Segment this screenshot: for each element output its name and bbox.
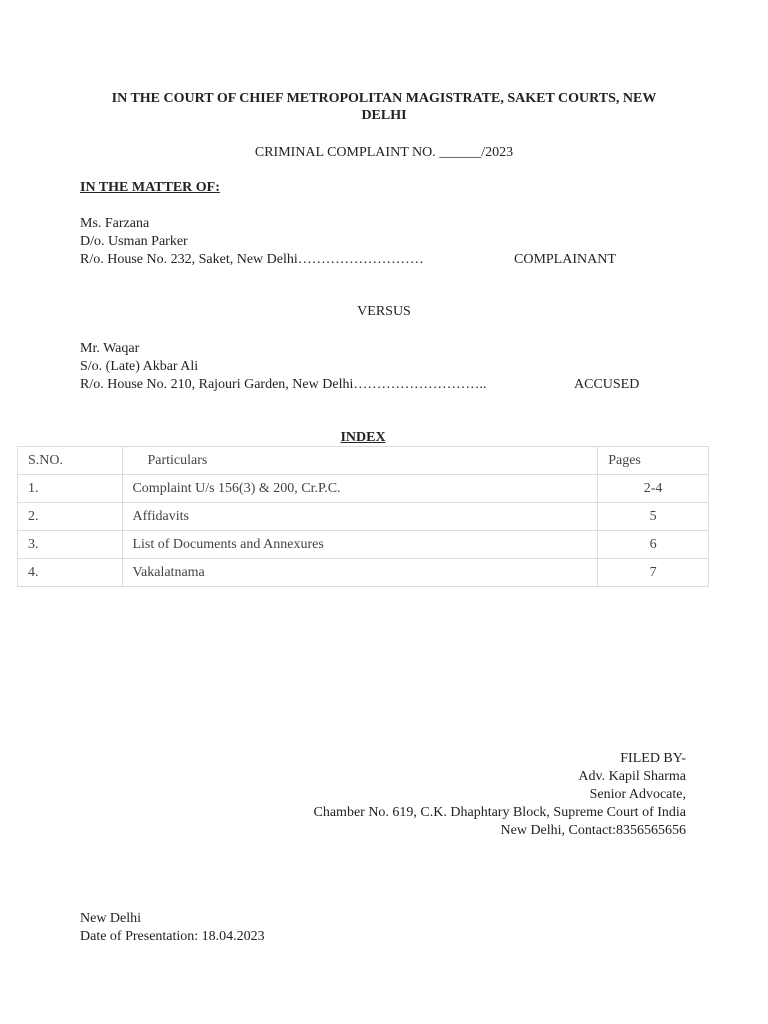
complainant-block <box>80 215 616 269</box>
advocate-name: Adv. Kapil Sharma <box>578 769 686 784</box>
row-pages: 5 <box>598 503 709 531</box>
row-sno: 4. <box>18 559 123 587</box>
table-row <box>18 475 709 503</box>
court-heading <box>80 90 688 124</box>
row-pages: 6 <box>598 531 709 559</box>
accused-address: R/o. House No. 210, Rajouri Garden, New Delhi……………………….. <box>80 377 487 392</box>
row-particulars: Affidavits <box>123 503 598 531</box>
complainant-name: Ms. Farzana <box>80 216 150 231</box>
row-pages: 2-4 <box>598 475 709 503</box>
row-particulars: List of Documents and Annexures <box>123 531 598 559</box>
row-sno: 3. <box>18 531 123 559</box>
table-row <box>18 503 709 531</box>
row-pages: 7 <box>598 559 709 587</box>
filed-by-label: FILED BY- <box>620 751 686 766</box>
advocate-contact: New Delhi, Contact:8356565656 <box>500 823 686 838</box>
table-row <box>18 559 709 587</box>
accused-name: Mr. Waqar <box>80 341 140 356</box>
footer-place: New Delhi <box>80 911 142 926</box>
advocate-designation: Senior Advocate, <box>589 787 686 802</box>
complainant-relation: D/o. Usman Parker <box>80 234 188 249</box>
court-heading-line-1: IN THE COURT OF CHIEF METROPOLITAN MAGISTRATE, SAKET COURTS, NEW <box>111 91 657 106</box>
row-particulars: Complaint U/s 156(3) & 200, Cr.P.C. <box>123 475 598 503</box>
index-header-row <box>18 447 709 475</box>
presentation-footer <box>80 910 265 946</box>
complainant-address: R/o. House No. 232, Saket, New Delhi……………………… <box>80 252 424 267</box>
header-particulars: Particulars <box>123 447 598 475</box>
matter-of-heading: IN THE MATTER OF: <box>80 180 220 195</box>
index-table <box>17 446 709 587</box>
complaint-number: CRIMINAL COMPLAINT NO. ______/2023 <box>254 145 514 160</box>
row-sno: 1. <box>18 475 123 503</box>
accused-block <box>80 340 640 394</box>
court-heading-line-2: DELHI <box>361 108 407 123</box>
index-title: INDEX <box>340 430 386 445</box>
table-row <box>18 531 709 559</box>
header-pages: Pages <box>598 447 709 475</box>
header-sno: S.NO. <box>18 447 123 475</box>
footer-date: Date of Presentation: 18.04.2023 <box>80 929 265 944</box>
accused-role: ACCUSED <box>574 377 640 392</box>
row-particulars: Vakalatnama <box>123 559 598 587</box>
row-sno: 2. <box>18 503 123 531</box>
versus-label: VERSUS <box>357 304 411 319</box>
filed-by-block <box>314 750 687 840</box>
accused-relation: S/o. (Late) Akbar Ali <box>80 359 199 374</box>
complainant-role: COMPLAINANT <box>514 252 616 267</box>
advocate-chamber: Chamber No. 619, C.K. Dhaphtary Block, Supreme Court of India <box>313 805 686 820</box>
